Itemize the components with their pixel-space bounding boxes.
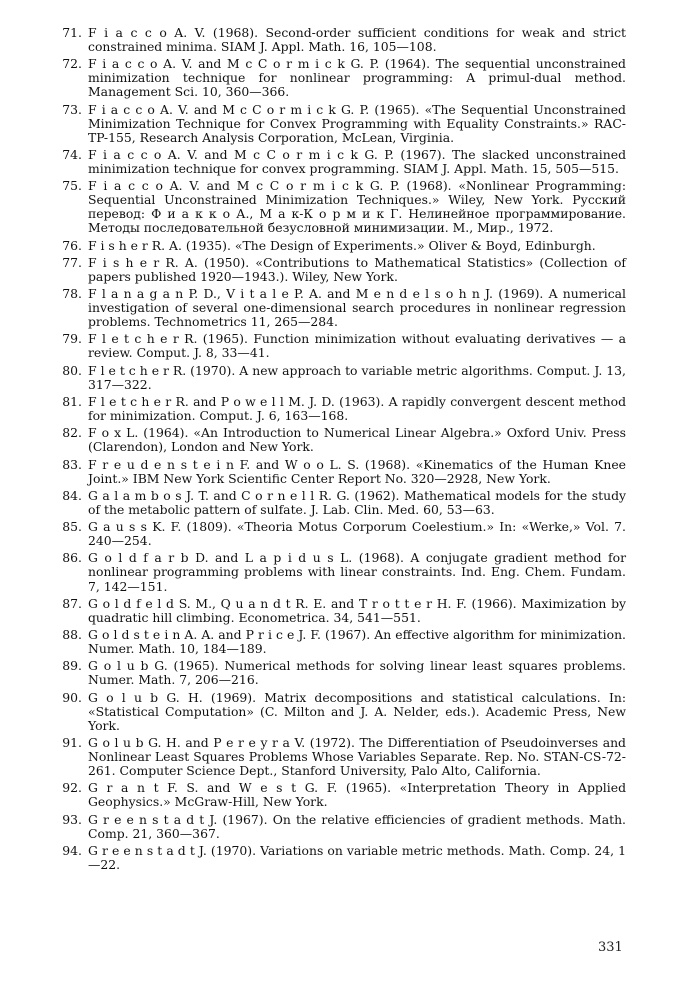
reference-number: 71. [62,25,82,40]
reference-number: 76. [62,237,82,253]
reference-item [56,781,626,809]
reference-item [56,844,626,872]
reference-number: 94. [62,842,82,858]
reference-number: 88. [62,627,82,643]
reference-item [56,287,626,329]
reference-number: 86. [62,550,82,566]
reference-text: F i s h e r R. A. (1935). «The Design of Experiments.» Oliver & Boyd, Edinburgh. [88,237,596,253]
reference-item [56,736,626,778]
reference-item [56,628,626,656]
reference-text: F i a c c o A. V. and M c C o r m i c k G. P. (1968). «Nonlinear Programming: Sequential Unconstrained Minimization Techniques.» Wiley, New York. Русский перевод: Ф и а к к о А., М а к-К о р м и к Г. Нелинейное программирование. Методы последовательной безусловной минимизации. М., Мир., 1972. [88,178,626,236]
reference-number: 83. [62,456,82,472]
reference-text: F i a c c o A. V. and M c C o r m i c k G. P. (1967). The slacked unconstrained minimization technique for convex programming. SIAM J. Appl. Math. 15, 505—515. [88,146,626,176]
reference-text: F l e t c h e r R. (1970). A new approach to variable metric algorithms. Comput. J. 13, 317—322. [88,362,626,392]
reference-item [56,179,626,235]
reference-item [56,691,626,733]
reference-text: G o l d f a r b D. and L a p i d u s L. (1968). A conjugate gradient method for nonlinear programming problems with linear constraints. Ind. Eng. Chem. Fundam. 7, 142—151. [88,550,626,594]
reference-text: F i s h e r R. A. (1950). «Contributions to Mathematical Statistics» (Collection of papers published 1920—1943.). Wiley, New York. [88,254,626,284]
reference-text: F r e u d e n s t e i n F. and W o o L. S. (1968). «Kinematics of the Human Knee Joint.» IBM New York Scientific Center Report No. 320—2928, New York. [88,456,626,486]
reference-number: 73. [62,101,82,117]
reference-text: G o l u b G. (1965). Numerical methods for solving linear least squares problems. Numer. Math. 7, 206—216. [88,658,626,688]
reference-item [56,458,626,486]
reference-number: 89. [62,658,82,674]
reference-text: G r e e n s t a d t J. (1970). Variations on variable metric methods. Math. Comp. 24, 1—22. [88,842,626,872]
reference-item [56,426,626,454]
reference-text: G o l d f e l d S. M., Q u a n d t R. E. and T r o t t e r H. F. (1966). Maximization by quadratic hill climbing. Econometrica. 34, 541—551. [88,595,626,625]
reference-text: F l e t c h e r R. and P o w e l l M. J. D. (1963). A rapidly convergent descent method for minimization. Comput. J. 6, 163—168. [88,394,626,424]
reference-text: F i a c c o A. V. and M c C o r m i c k G. P. (1964). The sequential unconstrained minimization technique for nonlinear programming: A primul-dual method. Management Sci. 10, 360—366. [88,56,626,100]
reference-number: 91. [62,734,82,750]
reference-item [56,551,626,593]
reference-number: 74. [62,146,82,162]
reference-list [56,26,626,875]
reference-item [56,103,626,145]
reference-item [56,239,626,253]
reference-number: 85. [62,519,82,535]
page-number: 331 [598,940,623,955]
reference-number: 77. [62,254,82,270]
reference-number: 80. [62,362,82,378]
reference-text: G a u s s K. F. (1809). «Theoria Motus Corporum Coelestium.» In: «Werke,» Vol. 7. 240—254. [88,519,626,549]
reference-number: 84. [62,487,82,503]
reference-number: 87. [62,595,82,611]
reference-item [56,148,626,176]
reference-text: G a l a m b o s J. T. and C o r n e l l R. G. (1962). Mathematical models for the study of the metabolic pattern of sulfate. J. Lab. Clin. Med. 60, 53—63. [88,487,626,517]
reference-item [56,364,626,392]
reference-text: F l a n a g a n P. D., V i t a l e P. A. and M e n d e l s o h n J. (1969). A numerical investigation of several one-dimensional search procedures in nonlinear regression problems. Technometrics 11, 265—284. [88,286,626,330]
reference-item [56,395,626,423]
reference-item [56,813,626,841]
reference-item [56,57,626,99]
reference-number: 78. [62,286,82,302]
reference-text: G o l u b G. H. and P e r e y r a V. (1972). The Differentiation of Pseudoinverses and Nonlinear Least Squares Problems Whose Variables Separate. Rep. No. STAN-CS-72-261. Computer Science Dept., Stanford University, Palo Alto, California. [88,734,626,778]
reference-item [56,520,626,548]
reference-text: G r e e n s t a d t J. (1967). On the relative efficiencies of gradient methods. Math. Comp. 21, 360—367. [88,811,626,841]
reference-number: 82. [62,425,82,441]
reference-item [56,256,626,284]
reference-text: G o l d s t e i n A. A. and P r i c e J. F. (1967). An effective algorithm for minimization. Numer. Math. 10, 184—189. [88,627,626,657]
reference-number: 75. [62,178,82,194]
reference-number: 90. [62,689,82,705]
reference-number: 79. [62,331,82,347]
reference-number: 81. [62,394,82,409]
reference-text: G o l u b G. H. (1969). Matrix decompositions and statistical calculations. In: «Statistical Computation» (C. Milton and J. A. Nelder, eds.). Academic Press, New York. [88,689,626,733]
reference-item [56,489,626,517]
reference-number: 93. [62,811,82,827]
reference-text: F i a c c o A. V. and M c C o r m i c k G. P. (1965). «The Sequential Unconstrained Minimization Technique for Convex Programming with Equality Constraints.» RAC-TP-155, Research Analysis Corporation, McLean, Virginia. [88,101,626,145]
reference-text: G r a n t F. S. and W e s t G. F. (1965). «Interpretation Theory in Applied Geophysics.» McGraw-Hill, New York. [88,780,626,810]
reference-text: F i a c c o A. V. (1968). Second-order sufficient conditions for weak and strict constrained minima. SIAM J. Appl. Math. 16, 105—108. [88,25,626,55]
reference-item [56,26,626,54]
reference-text: F l e t c h e r R. (1965). Function minimization without evaluating derivatives — a review. Comput. J. 8, 33—41. [88,331,626,361]
reference-text: F o x L. (1964). «An Introduction to Numerical Linear Algebra.» Oxford Univ. Press (Clarendon), London and New York. [88,425,626,455]
reference-number: 92. [62,780,82,796]
reference-item [56,659,626,687]
reference-item [56,332,626,360]
reference-item [56,597,626,625]
reference-number: 72. [62,56,82,72]
